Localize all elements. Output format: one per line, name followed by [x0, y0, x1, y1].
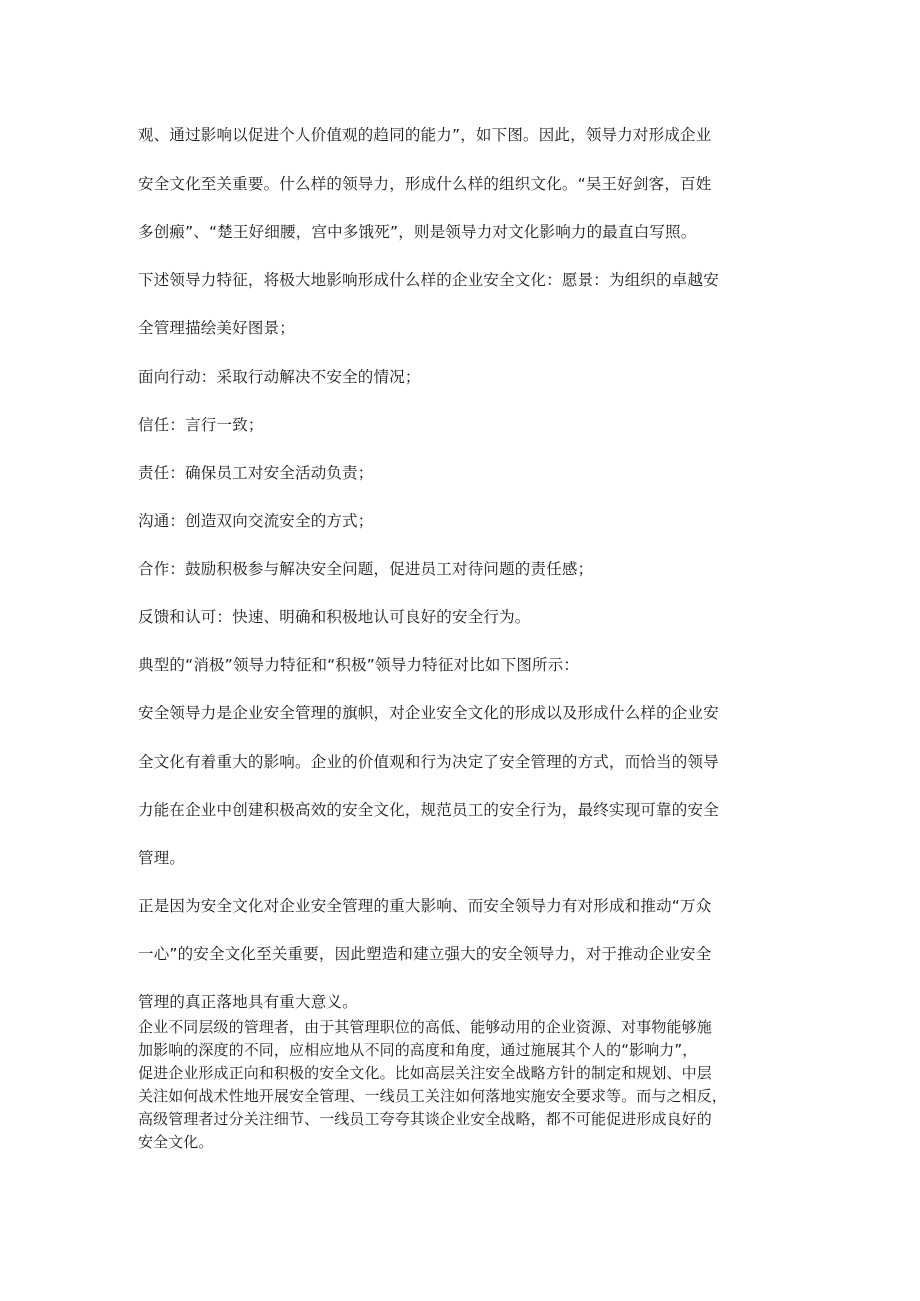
trait-item: 合作：鼓励积极参与解决安全问题，促进员工对待问题的责任感；	[138, 560, 594, 578]
paragraph-line: 管理。	[138, 849, 186, 867]
paragraph-line: 一心”的安全文化至关重要，因此塑造和建立强大的安全领导力，对于推动企业安全	[138, 945, 712, 963]
paragraph-line: 观、通过影响以促进个人价值观的趋同的能力”，如下图。因此，领导力对形成企业	[138, 126, 712, 144]
trait-item: 信任：言行一致；	[138, 416, 264, 434]
paragraph-line: 高级管理者过分关注细节、一线员工夸夸其谈企业安全战略，都不可能促进形成良好的	[138, 1110, 712, 1128]
trait-item: 责任：确保员工对安全活动负责；	[138, 464, 374, 482]
paragraph-line: 正是因为安全文化对企业安全管理的重大影响、而安全领导力有对形成和推动“万众	[138, 897, 712, 915]
paragraph-line: 全文化有着重大的影响。企业的价值观和行为决定了安全管理的方式，而恰当的领导	[138, 753, 719, 771]
paragraph-line: 力能在企业中创建积极高效的安全文化，规范员工的安全行为，最终实现可靠的安全	[138, 801, 719, 819]
paragraph-line: 加影响的深度的不同，应相应地从不同的高度和角度，通过施展其个人的“影响力”，	[138, 1041, 698, 1059]
paragraph-line: 企业不同层级的管理者，由于其管理职位的高低、能够动用的企业资源、对事物能够施	[138, 1018, 712, 1036]
paragraph-line: 安全领导力是企业安全管理的旗帜，对企业安全文化的形成以及形成什么样的企业安	[138, 704, 719, 722]
paragraph-line: 促进企业形成正向和积极的安全文化。比如高层关注安全战略方针的制定和规划、中层	[138, 1064, 712, 1082]
paragraph-line: 下述领导力特征，将极大地影响形成什么样的企业安全文化：愿景：为组织的卓越安	[138, 271, 719, 289]
paragraph-line: 安全文化至关重要。什么样的领导力，形成什么样的组织文化。“吴王好剑客，百姓	[138, 175, 712, 193]
paragraph-line: 管理的真正落地具有重大意义。	[138, 993, 358, 1011]
trait-item: 面向行动：采取行动解决不安全的情况；	[138, 368, 421, 386]
paragraph-line: 关注如何战术性地开展安全管理、一线员工关注如何落地实施安全要求等。而与之相反，	[138, 1087, 727, 1105]
trait-item: 反馈和认可：快速、明确和积极地认可良好的安全行为。	[138, 608, 531, 626]
comparison-line: 典型的“消极”领导力特征和“积极”领导力特征对比如下图所示：	[138, 656, 580, 674]
paragraph-line: 安全文化。	[138, 1133, 214, 1151]
paragraph-line: 多创瘢”、“楚王好细腰，宫中多饿死”，则是领导力对文化影响力的最直白写照。	[138, 223, 697, 241]
paragraph-line: 全管理描绘美好图景；	[138, 319, 296, 337]
trait-item: 沟通：创造双向交流安全的方式；	[138, 512, 374, 530]
